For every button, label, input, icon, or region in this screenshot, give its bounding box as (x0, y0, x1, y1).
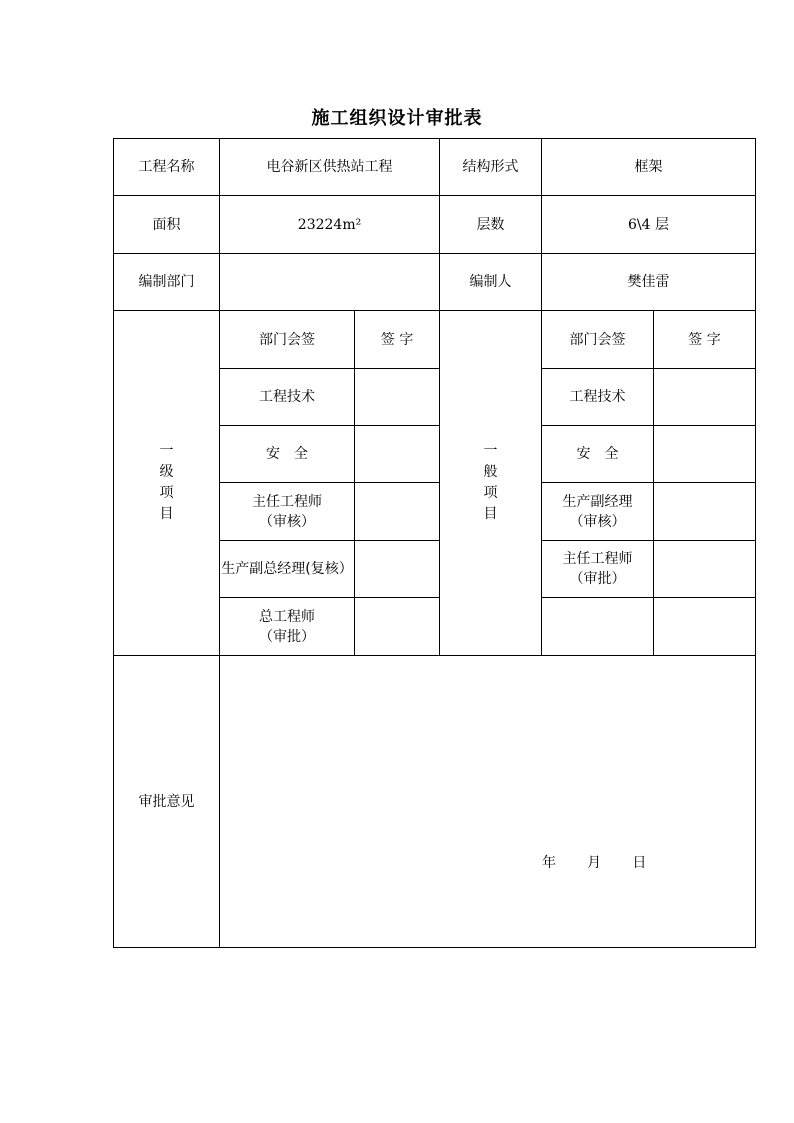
level1-dept-line2: （审批） (259, 628, 315, 645)
general-header-dept: 部门会签 (542, 311, 654, 369)
level1-sign-field[interactable] (355, 426, 440, 483)
general-dept-cell (542, 369, 654, 426)
general-sign-field[interactable] (654, 426, 756, 483)
row-area (114, 196, 756, 254)
general-dept-cell (542, 483, 654, 541)
project-name-label: 工程名称 (114, 139, 220, 196)
level1-dept-line1: 生产副总经理(复核） (221, 561, 353, 577)
level1-dept-line1: 工程技术 (259, 389, 315, 405)
structure-value: 框架 (542, 139, 756, 196)
general-dept-line2: （审批） (569, 571, 626, 587)
general-dept-line2: （审核） (569, 513, 626, 530)
general-dept-line1: 安 全 (576, 446, 619, 462)
general-label: 一般项目 (483, 443, 498, 522)
row-opinion (114, 656, 756, 948)
level1-dept-cell (220, 483, 355, 541)
general-dept-cell (542, 598, 654, 656)
structure-label: 结构形式 (440, 139, 542, 196)
level1-dept-line1: 主任工程师 (252, 493, 322, 510)
level1-label: 一级项目 (159, 443, 174, 522)
row-dept (114, 254, 756, 311)
area-label: 面积 (114, 196, 220, 254)
level1-label-cell (114, 311, 220, 656)
dept-label: 编制部门 (114, 254, 220, 311)
date-month: 月 (587, 855, 602, 871)
general-sign-field[interactable] (654, 369, 756, 426)
general-dept-line1: 工程技术 (569, 389, 626, 405)
approval-form-table (113, 138, 756, 948)
level1-dept-cell (220, 598, 355, 656)
level1-dept-cell (220, 541, 355, 598)
level1-dept-line2: （审核） (259, 513, 315, 530)
author-value: 樊佳雷 (542, 254, 756, 311)
opinion-label: 审批意见 (114, 656, 220, 948)
level1-header-sign: 签 字 (355, 311, 440, 369)
dept-value (220, 254, 440, 311)
general-sign-field[interactable] (654, 598, 756, 656)
level1-sign-field[interactable] (355, 483, 440, 541)
date-line (542, 853, 646, 873)
general-dept-line1: 主任工程师 (562, 551, 633, 567)
row-sign-header (114, 311, 756, 369)
form-title: 施工组织设计审批表 (311, 108, 483, 129)
author-label: 编制人 (440, 254, 542, 311)
general-dept-line1: 生产副经理 (562, 493, 633, 510)
level1-dept-line1: 总工程师 (259, 608, 315, 625)
level1-header-dept: 部门会签 (220, 311, 355, 369)
floors-value: 6\4 层 (542, 196, 756, 254)
level1-sign-field[interactable] (355, 598, 440, 656)
general-dept-cell (542, 426, 654, 483)
general-sign-field[interactable] (654, 541, 756, 598)
general-dept-cell (542, 541, 654, 598)
floors-label: 层数 (440, 196, 542, 254)
row-project-name (114, 139, 756, 196)
level1-sign-field[interactable] (355, 369, 440, 426)
level1-dept-cell (220, 369, 355, 426)
project-name-value: 电谷新区供热站工程 (220, 139, 440, 196)
general-label-cell (440, 311, 542, 656)
level1-dept-line1: 安 全 (266, 446, 308, 462)
date-day: 日 (632, 855, 647, 871)
general-sign-field[interactable] (654, 483, 756, 541)
level1-dept-cell (220, 426, 355, 483)
area-value: 23224m² (220, 196, 440, 254)
general-header-sign: 签 字 (654, 311, 756, 369)
level1-sign-field[interactable] (355, 541, 440, 598)
opinion-field[interactable] (220, 656, 756, 948)
date-year: 年 (542, 855, 556, 871)
